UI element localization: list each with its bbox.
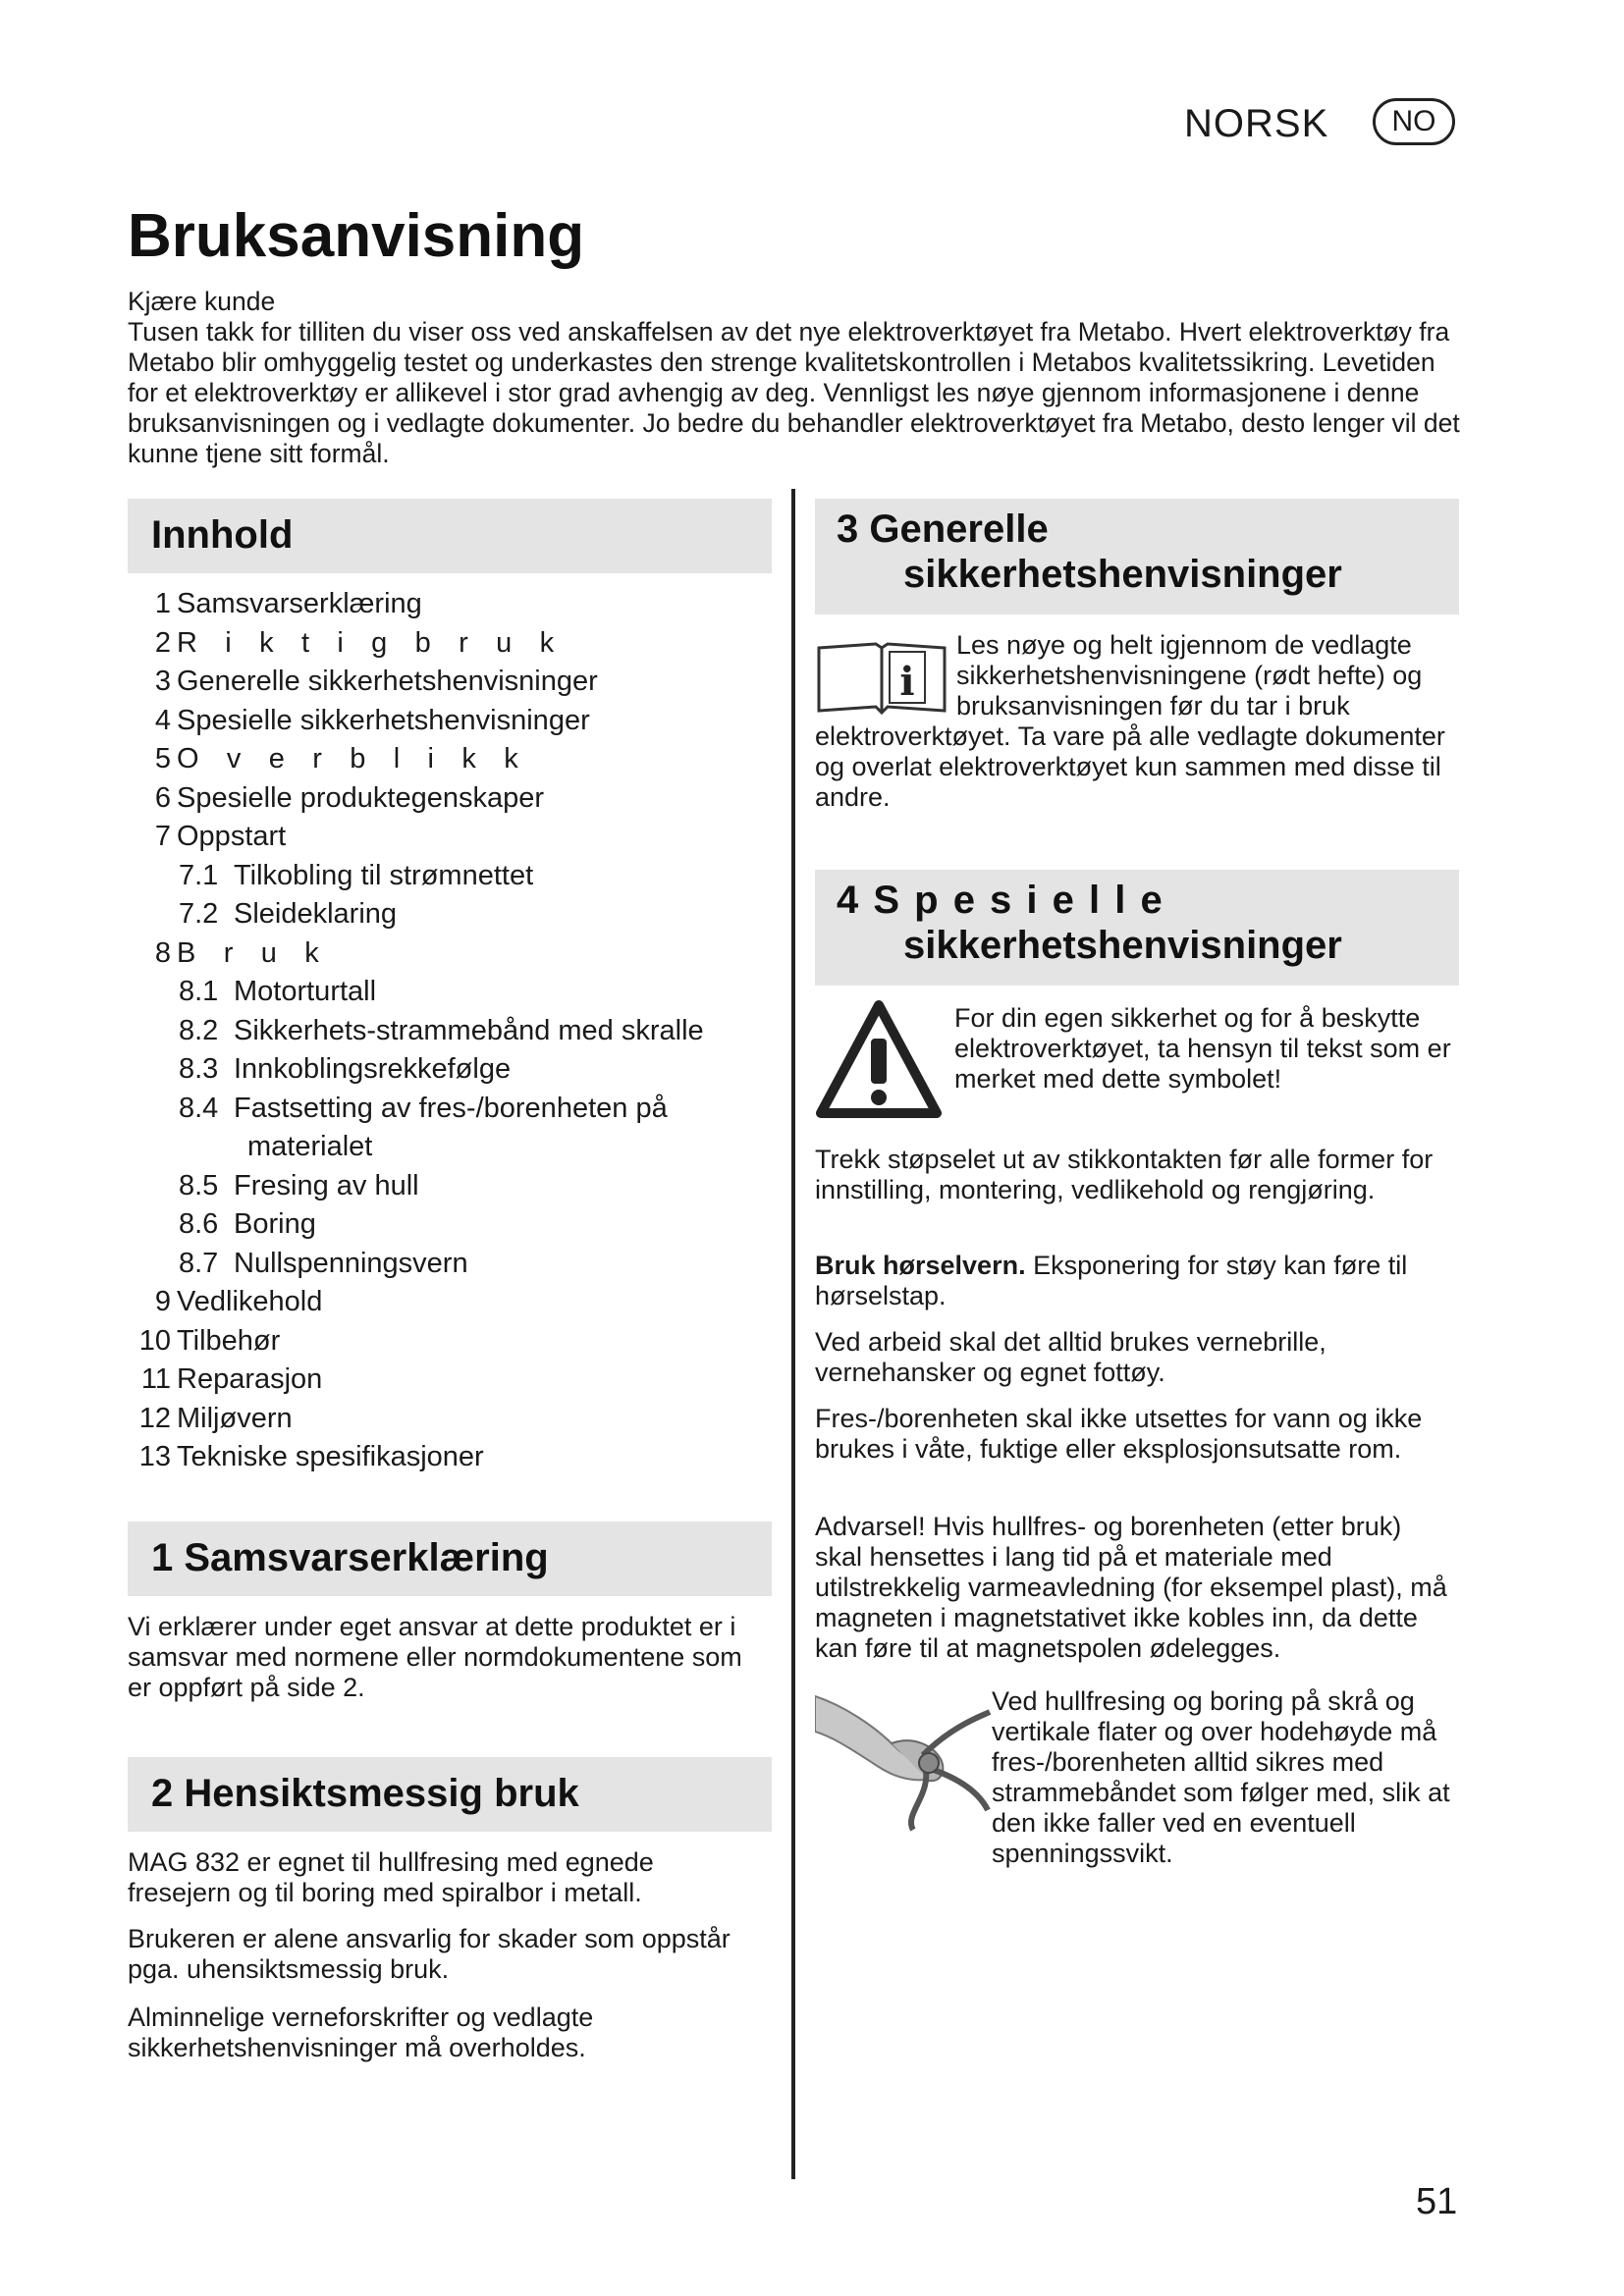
section4-p6: Ved hullfresing og boring på skrå og vertikale flater og over hodehøyde må fres-/borenheten alltid sikres med strammebåndet som følger med, slik at den ikke faller ved en eventuell spenningssvikt. [992, 1686, 1450, 1868]
toc-item-label: B r u k [177, 936, 329, 969]
toc-item-label: Tekniske spesifikasjoner [177, 1441, 484, 1472]
strap-hand-illustration [815, 1686, 992, 1834]
toc-item-number: 10 [138, 1324, 171, 1357]
intro [128, 287, 1463, 469]
toc-item-number: 12 [138, 1402, 171, 1434]
page-number: 51 [1416, 2181, 1458, 2222]
toc-item [128, 663, 776, 702]
toc-item: 8.5 Fresing av hull [179, 1169, 419, 1201]
section4-p2 [815, 1251, 1455, 1311]
toc-item [128, 1128, 776, 1167]
intro-salutation: Kjære kunde [128, 287, 276, 316]
section4-p2-rest: Eksponering for støy kan føre til hørselstap. [815, 1251, 1408, 1310]
toc-item-number: 11 [140, 1363, 171, 1395]
toc-item-label: Tilbehør [177, 1324, 281, 1357]
toc-item [128, 1361, 776, 1400]
toc-item [128, 1400, 776, 1439]
language-badge: NO [1373, 98, 1455, 145]
toc-item-label: Tilkobling til strømnettet [234, 859, 534, 891]
section2-p2: Brukeren er alene ansvarlig for skader som oppstår pga. uhensiktsmessig bruk. [128, 1924, 731, 1984]
section4-p5: Advarsel! Hvis hullfres- og borenheten (etter bruk) skal hensettes i lang tid på et materiale med utilstrekkelig varmeavledning (for eksempel plast), må magneten i magnetstativet ikke kobles inn, da dette kan føre til at magnetspolen ødelegges. [815, 1512, 1447, 1663]
toc-item [128, 624, 776, 664]
section4-p3: Ved arbeid skal det alltid brukes vernebrille, vernehansker og egnet fottøy. [815, 1327, 1326, 1387]
toc-item-label: Miljøvern [177, 1402, 293, 1434]
toc-item-label: Oppstart [177, 821, 287, 852]
toc-item-label: Spesielle produktegenskaper [177, 781, 545, 814]
toc-item [128, 818, 776, 857]
table-of-contents [128, 585, 776, 1477]
section1-text: Vi erklærer under eget ansvar at dette produktet er i samsvar med normene eller normdokumentene som er oppført på side 2. [128, 1612, 742, 1702]
toc-item-label: Samsvarserklæring [177, 588, 422, 619]
toc-item [128, 585, 776, 624]
toc-item: 8.7 Nullspenningsvern [179, 1247, 468, 1279]
toc-item-label: materialet [247, 1131, 373, 1162]
section4-p4: Fres-/borenheten skal ikke utsettes for vann og ikke brukes i våte, fuktige eller eksplosjonsutsatte rom. [815, 1404, 1423, 1464]
page-title: Bruksanvisning [128, 202, 585, 270]
toc-item: 8.3 Innkoblingsrekkefølge [179, 1053, 512, 1085]
section3-text-content: Les nøye og helt igjennom de vedlagte sikkerhetshenvisningene (rødt hefte) og bruksanvisningen før du tar i bruk elektroverktøyet. Ta vare på alle vedlagte dokumenter og overlat elektroverktøyet kun sammen med disse til andre. [815, 630, 1445, 812]
icon-spacer [815, 630, 956, 713]
toc-item-label: Vedlikehold [177, 1286, 323, 1317]
toc-item-label: Boring [234, 1208, 316, 1240]
warning-triangle-icon [815, 999, 943, 1119]
toc-item: 7.1 Tilkobling til strømnettet [179, 859, 534, 891]
toc-item-label: Spesielle sikkerhetshenvisninger [177, 704, 590, 736]
language-label: NORSK [1184, 102, 1329, 145]
section2-p1: MAG 832 er egnet til hullfresing med egnede fresejern og til boring med spiralbor i metall. [128, 1847, 654, 1907]
toc-item [128, 702, 776, 741]
toc-item: 8.4 Fastsetting av fres-/borenheten på [179, 1092, 668, 1124]
section2-heading: 2 Hensiktsmessig bruk [128, 1757, 772, 1832]
toc-item-number: 1 [154, 588, 171, 619]
section2-p3: Alminnelige verneforskrifter og vedlagte sikkerhetshenvisninger må overholdes. [128, 2002, 594, 2062]
toc-item [128, 1438, 776, 1477]
toc-item-number: 4 [154, 704, 171, 736]
toc-item [128, 934, 776, 974]
svg-text:i: i [899, 659, 915, 705]
section4-p1: Trekk støpselet ut av stikkontakten før alle former for innstilling, montering, vedlikehold og rengjøring. [815, 1145, 1434, 1204]
toc-item-number: 7 [154, 821, 171, 852]
section4-heading [815, 870, 1459, 986]
toc-item: 8.6 Boring [179, 1208, 316, 1240]
toc-item-number: 3 [154, 666, 171, 697]
toc-item [128, 740, 776, 779]
toc-item-number: 5 [154, 743, 171, 774]
toc-item [128, 779, 776, 819]
toc-item-label: R i k t i g b r u k [177, 626, 565, 659]
column-divider [791, 489, 795, 2179]
section3-text [815, 630, 1451, 813]
toc-item-label: Nullspenningsvern [234, 1247, 468, 1279]
toc-item-label: Sleideklaring [234, 898, 398, 930]
section3-heading [815, 499, 1459, 614]
section3-heading-line1: 3 Generelle [837, 507, 1049, 551]
section4-warning-text: For din egen sikkerhet og for å beskytte elektroverktøyet, ta hensyn til tekst som er merket med dette symbolet! [954, 1003, 1451, 1094]
toc-item-label: Fresing av hull [234, 1169, 419, 1201]
toc-item-number: 2 [154, 626, 171, 659]
toc-item [128, 1283, 776, 1322]
toc-item [128, 1322, 776, 1362]
toc-item-number: 6 [154, 781, 171, 814]
section1-heading: 1 Samsvarserklæring [128, 1522, 772, 1596]
section4-heading-line2: sikkerhetshenvisninger [903, 924, 1342, 967]
toc-item-number: 8 [154, 936, 171, 969]
toc-item: 8.2 Sikkerhets-strammebånd med skralle [179, 1014, 704, 1046]
toc-item-label: Fastsetting av fres-/borenheten på [234, 1092, 668, 1124]
toc-item-label: Innkoblingsrekkefølge [234, 1053, 512, 1085]
toc-item-label: Sikkerhets-strammebånd med skralle [234, 1014, 704, 1046]
toc-item-number: 13 [138, 1441, 171, 1472]
toc-item: 7.2 Sleideklaring [179, 898, 398, 930]
section4-heading-line1: 4 S p e s i e l l e [837, 879, 1164, 922]
toc-heading: Innhold [128, 499, 772, 573]
toc-item-label: Generelle sikkerhetshenvisninger [177, 666, 598, 697]
toc-item-number: 9 [154, 1286, 171, 1317]
toc-item-label: O v e r b l i k k [177, 743, 528, 774]
section3-heading-line2: sikkerhetshenvisninger [903, 553, 1342, 596]
toc-item: 8.1 Motorturtall [179, 976, 377, 1007]
toc-item-label: Motorturtall [234, 976, 377, 1007]
toc-item-label: Reparasjon [177, 1363, 323, 1395]
intro-body: Tusen takk for tilliten du viser oss ved anskaffelsen av det nye elektroverktøyet fra Metabo. Hvert elektroverktøy fra Metabo blir omhyggelig testet og underkastes den strenge kvalitetskontrollen i Metabos kvalitetssikring. Levetiden for et elektroverktøy er allikevel i stor grad avhengig av deg. Vennligst les nøye gjennom informasjonene i denne bruksanvisningen og i vedlagte dokumenter. Jo bedre du behandler elektroverktøyet fra Metabo, desto lenger vil det kunne tjene sitt formål. [128, 317, 1460, 468]
section4-p2-bold: Bruk hørselvern. [815, 1251, 1026, 1280]
